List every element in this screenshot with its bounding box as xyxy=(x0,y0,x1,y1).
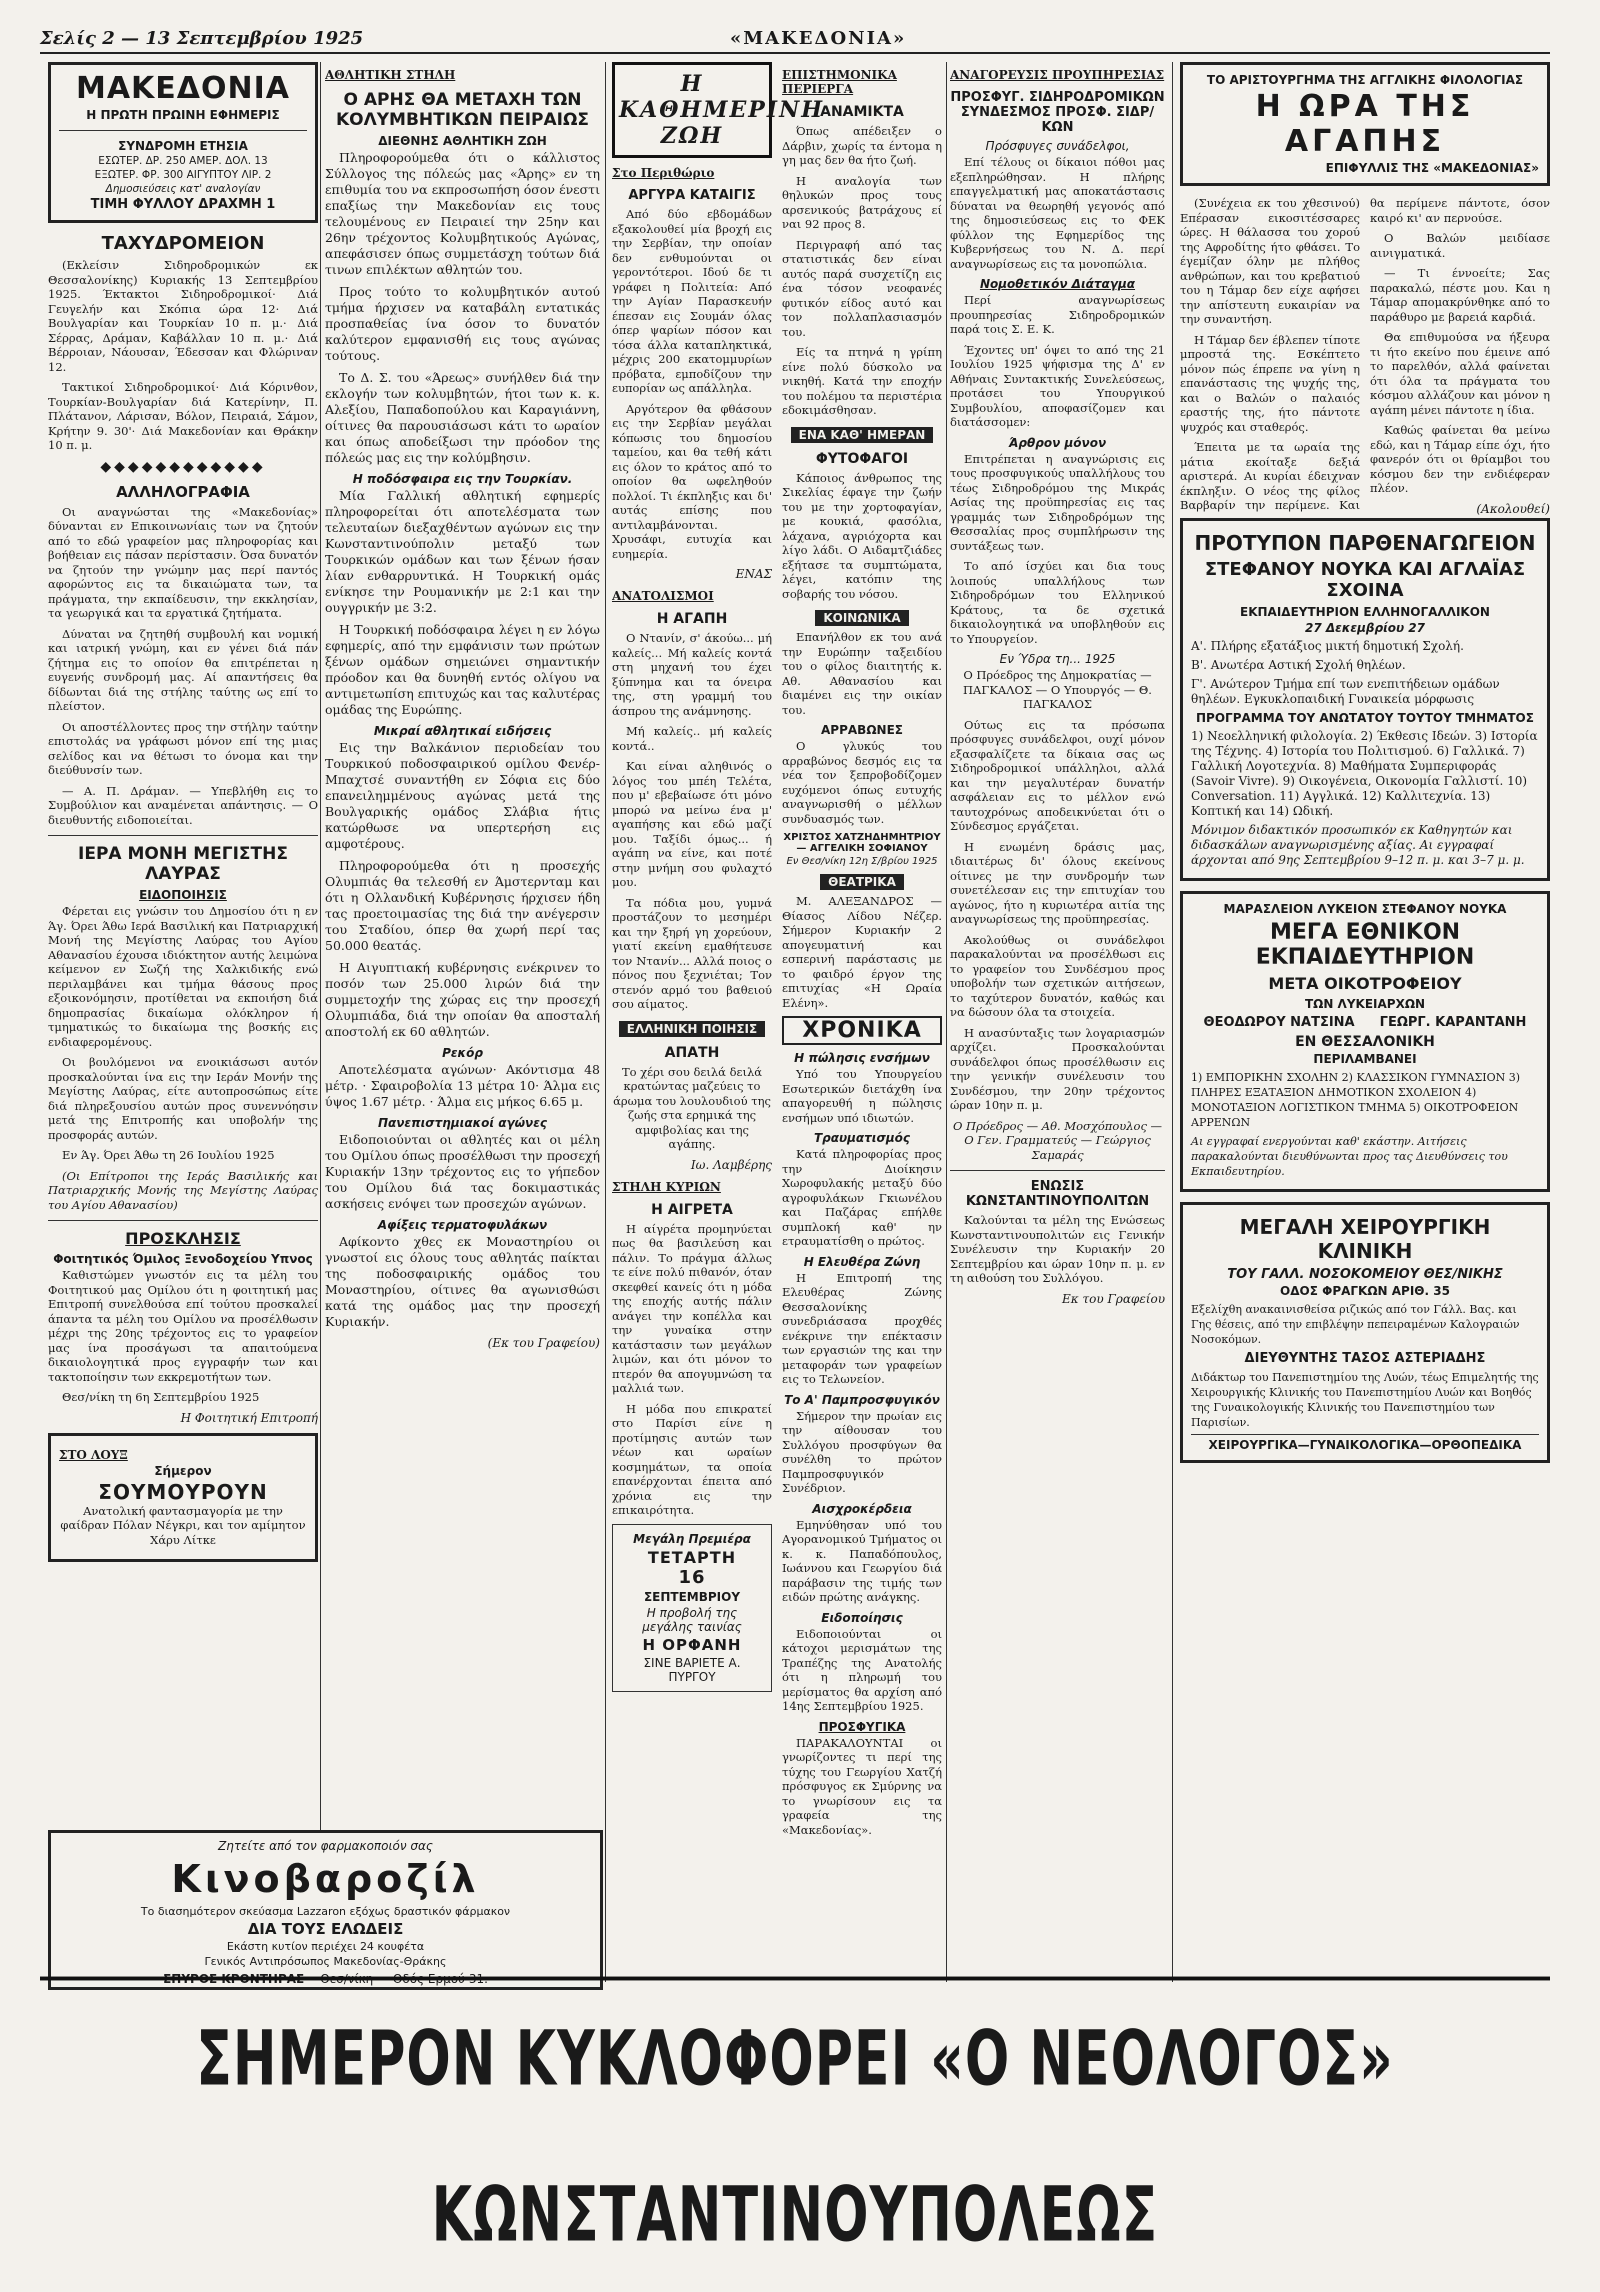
sports-text: Το Δ. Σ. του «Άρεως» συνήλθεν διά την εκλογήν των κολυμβητών, ήτοι των κ. κ. Αλεξίου, Παπαδοπούλου και Καραγιάννη, οίτινες θα παρουσιάσωσι κάτι το ωραίον και όπως αποδείξωσι την πρόοδον της πόλεώς μας εις την κολύμβησιν. xyxy=(325,370,600,465)
sports-subtitle: ΔΙΕΘΝΗΣ ΑΘΛΗΤΙΚΗ ΖΩΗ xyxy=(378,134,547,148)
correspondence-text: Οι αναγνώσται της «Μακεδονίας» δύνανται εν Επικοινωνίαις των να ζητούν από το εδώ γραφείον μας πληροφορίας και βοήθειαν εις πάσαν περίστασιν. Όσα δυνατόν να ζητούν την γνώμην μας περί παντός αφορώντος εις τα δικαιώματα των, τα πράγματα, την εκπαίδευσιν, την εκκλησίαν, τα γεωργικά και τα εργατικά ζητήματα. xyxy=(48,504,318,620)
lux-description: Ανατολική φαντασμαγορία με την φαίδραν Πόλαν Νέγκρι, και τον αμίμητον Χάρυ Λίτκε xyxy=(60,1503,306,1547)
serial-kicker: ΤΟ ΑΡΙΣΤΟΥΡΓΗΜΑ ΤΗΣ ΑΓΓΛΙΚΗΣ ΦΙΛΟΛΟΓΙΑΣ xyxy=(1206,73,1524,87)
article-title: ΑΝΑΜΙΚΤΑ xyxy=(820,104,904,120)
sports-text: Η Τουρκική ποδόσφαιρα λέγει η εν λόγω εφημερίς, από την εμφάνισιν των πρώτων ξένων ομάδων σημειώνει σημαντικήν πρόοδον και θα δυνηθή εντός ολίγου να αντιμετωπίση επιτυχώς και τας καλυτέρας ομάδας της Ευρώπης. xyxy=(325,622,600,717)
kinovarozil-name: Κινοβαροζίλ xyxy=(171,1857,480,1901)
section-kicker: ΑΝΑΤΟΛΙΣΜΟΙ xyxy=(612,589,714,603)
sports-text: Εις την Βαλκάνιον περιοδείαν του Τουρκικού ποδοσφαιρικού ομίλου Φενέρ-Μπαχτσέ συναντήθη εν Σόφια εις δύο επανειλημμένους αγώνας μετά της Βουλγαρικής ομάδος Σλάβια ήτις κατώρθωσε να υπερτερήση εις αμφοτέρους. xyxy=(325,740,600,851)
railway-text: Το από ίσχύει και δια τους λοιπούς υπαλλήλους των Σιδηροδρόμων του Ελληνικού Κράτους, τα δε σχετικά δικαιολογητικά να υποβληθούν εις το Υπουργείον. xyxy=(950,559,1165,646)
lyceum-ad-subtitle: ΜΕΤΑ ΟΙΚΟΤΡΟΦΕΙΟΥ xyxy=(1268,974,1462,993)
section-label: ΕΝΑ ΚΑΘ' ΗΜΕΡΑΝ xyxy=(791,427,934,443)
railway-text: Περί αναγνωρίσεως προυπηρεσίας Σιδηροδρομικών παρά τοις Σ. Ε. Κ. xyxy=(950,293,1165,336)
chronicle-subheading: Ειδοποίησις xyxy=(821,1610,903,1625)
kinovarozil-line: Γενικός Αντιπρόσωπος Μακεδονίας-Θράκης xyxy=(204,1955,447,1968)
article-signature: ΕΝΑΣ xyxy=(735,567,772,581)
lavra-text: Οι βουλόμενοι να ενοικιάσωσι αυτόν προσκαλούνται ίνα εις την Ιεράν Μονήν της Μεγίστης Λαύρας, είτε αυτοπροσώπως είτε διά πληρεξουσίου αυτών προς συνεννόησιν μετά της Επιτροπής και υποβολήν της προσφοράς αυτών. xyxy=(48,1055,318,1142)
railway-title: ΠΡΟΣΦΥΓ. ΣΙΔΗΡΟΔΡΟΜΙΚΩΝ ΣΥΝΔΕΣΜΟΣ ΠΡΟΣΦ. ΣΙΔΡ/ΚΩΝ xyxy=(950,90,1165,135)
column-3 xyxy=(612,62,942,1982)
post-text: Τακτικοί Σιδηροδρομικοί· Διά Κόρινθον, Τουρκίαν-Βουλγαρίαν διά Κατερίνην, Π. Πλάτανον, Λάρισαν, Βόλον, Πειραιά, Σάμον, Κρήτην 9. 30'· Διά Μακεδονίαν και Θράκην 10 π. μ. xyxy=(48,380,318,452)
premiere-film: Η ΟΡΦΑΝΗ xyxy=(642,1635,742,1654)
social-text: Επανήλθον εκ του ανά την Ευρώπην ταξειδίου του ο φίλος διαιτητής κ. Αθ. Αθανασίου και διαμένει εις την οικίαν του. xyxy=(782,630,942,717)
school-ad xyxy=(1180,518,1550,881)
clinic-ad-address: ΟΔΟΣ ΦΡΑΓΚΩΝ ΑΡΙΘ. 35 xyxy=(1280,1284,1450,1298)
article-title: ΑΡΓΥΡΑ ΚΑΤΑΙΓΙΣ xyxy=(628,188,756,203)
railway-text: Η ενωμένη δράσις μας, ιδιαιτέρως δι' όλους εκείνους οίτινες με την συνδρομήν των συνετέλεσαν εις την επιτυχίαν του αγώνος, ήτο η κυριωτέρα αιτία της αναγνωρίσεως της προϋπηρεσίας. xyxy=(950,839,1165,926)
sports-kicker: ΑΘΛΗΤΙΚΗ ΣΤΗΛΗ xyxy=(325,68,456,82)
school-ad-item: Α'. Πλήρης εξατάξιος μικτή δημοτική Σχολή. xyxy=(1191,639,1464,653)
section-label: ΕΛΛΗΝΙΚΗ ΠΟΙΗΣΙΣ xyxy=(619,1021,765,1037)
school-ad-name: ΣΤΕΦΑΝΟΥ ΝΟΥΚΑ ΚΑΙ ΑΓΛΑΪΑΣ ΣΧΟΙΝΑ xyxy=(1204,559,1526,601)
clinic-ad-title: ΜΕΓΑΛΗ ΧΕΙΡΟΥΡΓΙΚΗ ΚΛΙΝΙΚΗ xyxy=(1239,1215,1491,1263)
column-rule xyxy=(1172,62,1173,1982)
subscription-line: ΕΣΩΤΕΡ. ΔΡ. 250 ΑΜΕΡ. ΔΟΛ. 13 xyxy=(98,155,268,167)
refugee-heading: ΠΡΟΣΦΥΓΙΚΑ xyxy=(818,1719,906,1734)
serial-text: — Τι έννοείτε; Σας παρακαλώ, πέστε μου. Και η Τάμαρ απομακρύνθηκε από το παράθυρο με βαρειά καρδιά. xyxy=(1370,266,1550,324)
article-text: Η αναλογία των θηλυκών προς τους αρσενικούς βατράχους εί ναι 92 προς 8. xyxy=(782,173,942,231)
kinovarozil-line: Θεσ/νίκη — Οδός Ερμού 31. xyxy=(320,1972,488,1986)
column-4 xyxy=(950,62,1165,1982)
sports-text: Μία Γαλλική αθλητική εφημερίς πληροφορείται ότι αποτελέσματα των τελευταίων διεξαχθέντων αγώνων εις την Κωνσταντινούπολιν μεταξύ των Τουρκικών ομάδων και των ξένων ήσαν λίαν ενθαρρυντικά. Η Τουρκική ομάς ενίκησε την Ρουμανικήν με 2:1 και την ουγγρικήν με 3:2. xyxy=(325,488,600,615)
clinic-ad-subtitle: ΤΟΥ ΓΑΛΛ. ΝΟΣΟΚΟΜΕΙΟΥ ΘΕΣ/ΝΙΚΗΣ xyxy=(1227,1267,1503,1282)
invite-heading: ΠΡΟΣΚΛΗΣΙΣ xyxy=(125,1229,241,1248)
lyceum-ad-includes: ΠΕΡΙΛΑΜΒΑΝΕΙ xyxy=(1313,1052,1417,1066)
paper-name-line: «ΜΑΚΕΔΟΝΙΑ» xyxy=(730,28,907,49)
sports-text: Πληροφορούμεθα ότι η προσεχής Ολυμπιάς θα τελεσθή εν Άμστερνταμ και ότι η Ολλανδική Κυβέρνησις ήρχισεν ήδη τας προετοιμασίας της διά την ανέγερσιν του Σταδίου, όπερ θα χωρή περί τας 50.000 θεατάς. xyxy=(325,858,600,953)
union-text: Καλούνται τα μέλη της Ενώσεως Κωνσταντινουπολιτών εις Γενικήν Συνέλευσιν την Κυριακήν 20 Σεπτεμβρίου και ώραν 10ην π. μ. εν τη αιθούση του Συλλόγου. xyxy=(950,1213,1165,1285)
lyceum-ad-name: ΘΕΟΔΩΡΟΥ ΝΑΤΣΙΝΑ xyxy=(1203,1015,1355,1030)
section-kicker: ΣΤΗΛΗ ΚΥΡΙΩΝ xyxy=(612,1179,721,1194)
article-text: Κάποιος άνθρωπος της Σικελίας έφαγε την ζωήν του με την χορτοφαγίαν, με κουκιά, φασόλια, λάχανα, αγριόχορτα και λίγο λάδι. Ο Αιδαμτζιάδες εξήτασε τα συμπτώματα, λέγει, κατόπιν της σοβαρής του νόσου. xyxy=(782,470,942,601)
sports-subheading: Πανεπιστημιακοί αγώνες xyxy=(377,1116,548,1130)
sports-text: Ειδοποιούνται οι αθλητές και οι μέλη του Ομίλου όπως προσέλθωσι την προσεχή Κυριακήν 13ην τρέχοντος εις το γήπεδον του Ομίλου διά τας δοκιμαστικάς ασκήσεις ενόψει των προσεχών αγώνων. xyxy=(325,1132,600,1211)
lavra-signature: (Οι Επίτροποι της Ιεράς Βασιλικής και Πατριαρχικής Μονής της Μεγίστης Λαύρας του Αγίου Αθανασίου) xyxy=(48,1168,318,1212)
serial-text: Η Τάμαρ δεν έβλεπεν τίποτε μπροστά της. Εσκέπτετο μόνον πώς έπρεπε να γίνη η επανάστασις της ψυχής της, και ο Βαλών ο παλαιός εραστής της, ήτο πάντοτε ψυχρός και σταθερός. xyxy=(1180,332,1360,434)
railway-text: Ούτως εις τα πρόσωπα πρόσφυγες συνάδελφοι, ουχί μόνον εξασφαλίζετε τα δίκαια σας ως Σιδηροδρομικοί υπάλληλοι, αλλά και την μεγαλυτέραν δυνατήν ασφάλειαν εις το μέλλον ενώ ταυτοχρόνως αποδεικνύεται ότι ο Σύνδεσμος εργάζεται. xyxy=(950,717,1165,833)
invite-text: Καθιστώμεν γνωστόν εις τα μέλη του Φοιτητικού μας Ομίλου ότι η φοιτητική μας Επιτροπή συνελθούσα επί τούτου προσκαλεί άπαντα τα μέλη του Ομίλου να προσέλθωσιν μέχρι της 20ης τρέχοντος εις το γραφείον μας ίνα προσάγωσι τα απαιτούμενα δικαιολογητικά προς εγγραφήν των και τακτοποίησιν των εκκρεμοτήτων των. xyxy=(48,1268,318,1384)
school-ad-item: Γ'. Ανώτερον Τμήμα επί των ενεπιτήδειων ομάδων θηλέων. Εγκυκλοπαιδική Γυναικεία μόρφωσις xyxy=(1191,677,1500,706)
correspondence-note: — Α. Π. Δράμαν. — Υπεβλήθη εις το Συμβούλιον και αναμένεται απάντησις. — Ο διευθυντής ειδοποιείται. xyxy=(48,783,318,827)
lavra-text: Φέρεται εις γνώσιν του Δημοσίου ότι η εν Άγ. Όρει Άθω Ιερά Βασιλική και Πατριαρχική Μονή της Μεγίστης Λαύρας του Αγίου Αθανασίου έχουσα ιδιόκτητον αυτής λειμώνα κείμενον εν Σωζή της Χαλκιδικής ενώ περιλαμβάνει και τμήμα θάσους προς εξοικονόμησιν, προτίθεται να εκποιήση διά δημοπρασίας δικαίωμα ολόκληρον ή τμηματικώς το δικαίωμα της βοσκής εις ενδιαφερομένους. xyxy=(48,904,318,1049)
invite-subheading: Φοιτητικός Όμιλος Ξενοδοχείου Υπνος xyxy=(53,1252,313,1266)
lux-today: Σήμερον xyxy=(154,1463,212,1478)
premiere-cinema: ΣΙΝΕ ΒΑΡΙΕΤΕ Α. ΠΥΡΓΟΥ xyxy=(643,1655,741,1684)
railway-signature: Ο Πρόεδρος — Αθ. Μοσχόπουλος — Ο Γεν. Γραμματεύς — Γεώργιος Σαμαράς xyxy=(952,1118,1163,1162)
column-rule xyxy=(605,62,606,1982)
subscription-title: ΣΥΝΔΡΟΜΗ ΕΤΗΣΙΑ xyxy=(118,139,248,153)
chronicle-text: Σήμερον την πρωίαν εις την αίθουσαν του Συλλόγου προσφύγων θα συνέλθη το πρώτον Παμπροσφυγικόν Συνέδριον. xyxy=(782,1408,942,1495)
invite-signature: Η Φοιτητική Επιτροπή xyxy=(180,1410,318,1425)
article-title: ΦΥΤΟΦΑΓΟΙ xyxy=(815,450,909,467)
article-text: Και είναι αληθινός ο λόγος του μπέη Τελέτα, που μ' εβεβαίωσε ότι μόνο μπορώ να μείνω ένα μ' αγαπήσης και εδώ μαζί μου. Ταξίδι όμως... ή αγάπη να είνε, και ποτέ στην μνήμη σου φυλαχτό μου. xyxy=(612,759,772,889)
serial-box xyxy=(1180,62,1550,186)
lyceum-ad xyxy=(1180,891,1550,1192)
lavra-date: Εν Άγ. Όρει Άθω τη 26 Ιουλίου 1925 xyxy=(62,1148,275,1162)
lyceum-ad-note: Αι εγγραφαί ενεργούνται καθ' εκάστην. Αιτήσεις παρακαλούνται διευθύνωνται προς τας Διευθύνσεις του Εκπαιδευτηρίου. xyxy=(1191,1135,1508,1178)
correspondence-text: Δύναται να ζητηθή συμβουλή και νομική και ιατρική γνώμη, και εν γένει διά πάν ζήτημα εις το οποίον θα επιτρέπεται η ευγενής συνδρομή μας. Αί απαντήσεις θα δίδωνται διά της στήλης ταύτης ως επί το πλείστον. xyxy=(48,626,318,713)
article-text: Όπως απέδειξεν ο Δάρβιν, χωρίς τα έντομα η γη μας δεν θα ήτο ζωή. xyxy=(782,124,942,167)
lyceum-ad-subtitle2: ΤΩΝ ΛΥΚΕΙΑΡΧΩΝ xyxy=(1304,997,1426,1011)
railway-text: Έχοντες υπ' όψει το από της 21 Ιουλίου 1925 ψήφισμα της Δ' εν Αθήναις Συντακτικής Συνελεύσεως, προτάσει του Υπουργικού Συμβουλίου, αποφασίζομεν και διατάσσομεν: xyxy=(950,342,1165,429)
ornament-divider: ◆◆◆◆◆◆◆◆◆◆◆◆ xyxy=(100,458,266,475)
lux-film-title: ΣΟΥΜΟΥΡΟΥΝ xyxy=(98,1479,268,1504)
column-rule xyxy=(946,62,947,1982)
clinic-ad-text: Διδάκτωρ του Πανεπιστημίου της Λυών, τέως Επιμελητής της Χειρουργικής Κλινικής του Πανεπιστημίου Λυών και Βοηθός της Γυναικολογικής Κλινικής του Πανεπιστημίου των Παρισίων. xyxy=(1191,1371,1539,1429)
sports-text: Πληροφορούμεθα ότι ο κάλλιστος Σύλλογος της πόλεώς μας «Άρης» εν τη επιθυμία του να εκπροσωπήση όσον ένεστι επαξίως την Μακεδονίαν εις τους τελουμένους εν Πειραιεί την 25ην και 26ην τρέχοντος Κολυμβητικούς Αγώνας, απεφάσισεν όπως συμμετάσχη τούτων διά τινων επιλέκτων αθλητών του. xyxy=(325,150,600,277)
clinic-ad xyxy=(1180,1202,1550,1463)
lyceum-ad-place: ΕΝ ΘΕΣΣΑΛΟΝΙΚΗ xyxy=(1295,1034,1435,1050)
sports-subheading: Ρεκόρ xyxy=(442,1046,483,1060)
lavra-subheading: ΕΙΔΟΠΟΙΗΣΙΣ xyxy=(139,888,227,902)
section-kicker: ΕΠΙΣΤΗΜΟΝΙΚΑ ΠΕΡΙΕΡΓΑ xyxy=(782,68,897,96)
lyceum-ad-title: ΜΕΓΑ ΕΘΝΙΚΟΝ ΕΚΠΑΙΔΕΥΤΗΡΙΟΝ xyxy=(1255,920,1475,970)
article-title: Η ΑΙΓΡΕΤΑ xyxy=(651,1201,733,1218)
union-signature: Εκ του Γραφείου xyxy=(1062,1291,1165,1306)
masthead-subtitle: Η ΠΡΩΤΗ ΠΡΩΙΝΗ ΕΦΗΜΕΡΙΣ xyxy=(86,108,280,122)
chronicle-text: Ειδοποιούνται οι κάτοχοι μερισμάτων της Τραπέζης της Ανατολής ότι η πληρωμή του μερίσματος θα αρχίση από 14ης Σεπτεμβρίου 1925. xyxy=(782,1626,942,1713)
subscription-line: Δημοσιεύσεις κατ' αναλογίαν xyxy=(105,183,261,195)
article-text: Η αίγρέτα προμηνύεται πως θα βασιλεύση και πάλιν. Το πράγμα άλλως τε είνε πολύ πιθανόν, όταν σκεφθεί κανείς ότι η μόδα της εποχής αυτής πάλιν ανάγει την κοπέλλα και την γυναίκα στην κατάστασιν των μεγάλων λιμών, και ότι μόνον το πτερόν θα απογυμνώση τα μαλλιά των. xyxy=(612,1221,772,1395)
engagement-text: Ο γλυκύς του αρραβώνος δεσμός εις τα νέα τον ξεπροβοδίζομεν ευχόμενοι όπως ευτυχής αναγνωρισθή ο μέλλων συνδυασμός των. xyxy=(782,739,942,826)
poem-text: Το χέρι σου δειλά δειλά κρατώντας μαζεύεις το άρωμα του λουλουδιού της ζωής στα ερημικά της αμφιβολίας και της αγάπης. xyxy=(613,1064,771,1151)
chronicle-subheading: Τραυματισμός xyxy=(813,1131,911,1145)
railway-subheading: Άρθρον μόνον xyxy=(1008,435,1107,450)
sports-text: Αποτελέσματα αγώνων· Ακόντισμα 48 μέτρ. · Σφαιροβολία 13 μέτρα 10· Άλμα εις ύψος 1.67 μέτρ. · Άλμα εις μήκος 6.65 μ. xyxy=(325,1062,600,1109)
premiere-title: Μεγάλη Πρεμιέρα xyxy=(633,1531,751,1546)
engagement-heading: ΑΡΡΑΒΩΝΕΣ xyxy=(821,723,903,737)
section-kicker: ΑΝΑΓΟΡΕΥΣΙΣ ΠΡΟΥΠΗΡΕΣΙΑΣ xyxy=(950,68,1165,82)
article-text: Από δύο εβδομάδων εξακολουθεί μία βροχή εις την Σερβίαν, την οποίαν δεν ενθυμούνται οι γεροντότεροι. Ιδού δε τι γράφει η Πολιτεία: Από την Αγίαν Παρασκευήν έπεσαν εις Σουμάν όλας όπερ ψαρίων πόσον και τόσα άλλα καταπληκτικά, μέχρις 200 εκατομμυρίων πρόβατα, εμποδίζουν την ευπορίαν ως απάλληλα. xyxy=(612,207,772,395)
railway-text: Ακολούθως οι συνάδελφοι παρακαλούνται να προσέλθωσι εις το γραφείον του Συνδέσμου προς υποβολήν των σχετικών αιτήσεων, το ταχύτερον δυνατόν, καθώς και να δώσουν όλα τα στοιχεία. xyxy=(950,932,1165,1019)
article-text: Αργότερον θα φθάσουν εις την Σερβίαν μεγάλαι κόπωσις του δημοσίου ταμείου, και θα τεθή κάτι εις όλον το κράτος από το οποίον θα ωφεληθούν πολλοί. Τι έκπληξις και δι' αυτάς επίσης που αντιλαμβάνονται. Χρυσάφι, ευτυχία και ευημερία. xyxy=(612,401,772,561)
sports-subheading: Η ποδόσφαιρα εις την Τουρκίαν. xyxy=(352,472,573,486)
refugee-text: ΠΑΡΑΚΑΛΟΥΝΤΑΙ οι γνωρίζοντες τι περί της τύχης του Γεωργίου Χατζή πρόσφυγος εκ Σμύρνης να το γνωρίσουν εις τα γραφεία της «Μακεδονίας». xyxy=(782,1735,942,1837)
engagement-names: ΧΡΙΣΤΟΣ ΧΑΤΖΗΔΗΜΗΤΡΙΟΥ — ΑΓΓΕΛΙΚΗ ΣΟΦΙΑΝΟΥ xyxy=(783,832,941,854)
lyceum-ad-list: 1) ΕΜΠΟΡΙΚΗΝ ΣΧΟΛΗΝ 2) ΚΛΑΣΣΙΚΟΝ ΓΥΜΝΑΣΙΟΝ 3) ΠΛΗΡΕΣ ΕΞΑΤΑΞΙΟΝ ΔΗΜΟΤΙΚΟΝ ΣΧΟΛΕΙΟΝ 4) ΜΟΝΟΤΑΞΙΟΝ ΛΟΓΙΣΤΙΚΟΝ ΤΜΗΜΑ 5) ΟΙΚΟΤΡΟΦΕΙΟΝ ΑΡΡΕΝΩΝ xyxy=(1191,1071,1521,1129)
correspondence-heading: ΑΛΛΗΛΟΓΡΑΦΙΑ xyxy=(116,482,250,501)
article-text: Είς τα πτηνά η γρίπη είνε πολύ δύσκολο να νικηθή. Κατά την εποχήν του πολέμου τα περιστέρια εδοκιμάσθησαν. xyxy=(782,345,942,417)
page-date-line: Σελίς 2 — 13 Σεπτεμβρίου 1925 xyxy=(40,28,364,49)
premiere-ad xyxy=(612,1524,772,1692)
column-3-inner xyxy=(612,62,942,1843)
chronicle-text: Εμηνύθησαν υπό του Αγορανομικού Τμήματος οι κ. κ. Παπαδόπουλος, Ιωάννου και Γεωργίου διά παράβασιν της τιμής των ειδών πρώτης ανάγκης. xyxy=(782,1517,942,1604)
chronicle-subheading: Το Α' Παμπροσφυγικόν xyxy=(784,1392,940,1407)
sports-subheading: Μικραί αθλητικαί ειδήσεις xyxy=(373,724,552,738)
premiere-day: ΤΕΤΑΡΤΗ xyxy=(647,1547,737,1567)
chronicle-subheading: Αισχροκέρδεια xyxy=(812,1501,912,1516)
kinovarozil-line: ΣΠΥΡΟΣ ΚΡΟΝΤΗΡΑΣ xyxy=(163,1972,305,1986)
chronicle-text: Κατά πληροφορίας προς την Διοίκησιν Χωροφυλακής μεταξύ δύο αγροφυλάκων Γκιωνέλου και Παζάρας επήλθε συμπλοκή καθ' ην ετραυματίσθη ο πρώτος. xyxy=(782,1147,942,1248)
sports-subheading: Αφίξεις τερματοφυλάκων xyxy=(377,1218,548,1232)
serial-text: Καθώς φαίνεται θα μείνω εδώ, και η Τάμαρ είπε όχι, ήτο φανερόν ότι οι θρίαμβοι του κόσμου δεν την ενδιέφεραν πλέον. xyxy=(1370,423,1550,495)
engagement-date: Εν Θεσ/νίκη 12η Σ/βρίου 1925 xyxy=(786,856,938,867)
column-1 xyxy=(48,62,318,1982)
poem-title: ΑΠΑΤΗ xyxy=(664,1044,720,1061)
column-rule xyxy=(320,62,321,1982)
sports-text: Αφίκοντο χθες εκ Μοναστηρίου οι γνωστοί εις όλους τους αθλητάς παίκται της ποδοσφαιρικής ομάδος του Μοναστηρίου, οίτινες θα αγωνισθώσι κατά της ομάδος μας την προσεχή Κυριακήν. xyxy=(325,1234,600,1329)
premiere-month: ΣΕΠΤΕΜΒΡΙΟΥ xyxy=(643,1589,741,1604)
section-kicker: Στο Περιθώριο xyxy=(612,166,715,180)
school-ad-program: 1) Νεοελληνική φιλολογία. 2) Έκθεσις Ιδεών. 3) Ιστορία της Τέχνης. 4) Ιστορία του Πολιτισμού. 6) Γαλλικά. 7) Γαλλική Λογοτεχνία. 8) Μαθήματα Συμπεριφοράς (Savoir Vivre). 9) Οικογένεια, Οικονομία Γαλλιστί. 10) Conversation. 11) Αγγλικά. 12) Καλλιτεχνία. 13) Κοπτική και 14) Ωδική. xyxy=(1191,729,1538,818)
railway-date: Εν Ύδρα τη... 1925 xyxy=(999,652,1116,666)
price-line: ΤΙΜΗ ΦΥΛΛΟΥ ΔΡΑΧΜΗ 1 xyxy=(90,197,276,212)
chronicle-title: ΧΡΟΝΙΚΑ xyxy=(782,1016,942,1045)
chronicle-subheading: Η πώλησις ενσήμων xyxy=(794,1051,930,1065)
masthead-title: ΜΑΚΕΔΟΝΙΑ xyxy=(75,71,291,106)
clinic-ad-director: ΔΙΕΥΘΥΝΤΗΣ ΤΑΣΟΣ ΑΣΤΕΡΙΑΔΗΣ xyxy=(1244,1351,1486,1366)
article-text: Ο Ντανίν, σ' άκούω... μή καλείς... Μή καλείς κοντά στη μηχανή του έχει ξύπνημα και τα όνειρα της, στη γραμμή του άσπρου της ανάμνησης. xyxy=(612,631,772,718)
serial-title: Η ΩΡΑ ΤΗΣ ΑΓΑΠΗΣ xyxy=(1255,89,1475,159)
school-ad-subtitle: ΕΚΠΑΙΔΕΥΤΗΡΙΟΝ ΕΛΛΗΝΟΓΑΛΛΙΚΟΝ xyxy=(1240,605,1490,619)
poem-signature: Ιω. Λαμβέρης xyxy=(690,1157,772,1172)
premiere-text: Η προβολή της μεγάλης ταινίας xyxy=(642,1605,742,1634)
theatre-text: Μ. ΑΛΕΞΑΝΔΡΟΣ — Θίασος Λίδου Νέζερ. Σήμερον Κυριακήν 2 απογευματινή και εσπερινή παράστασις με το φαιδρό έργον της επιτυχίας «Η Ωραία Ελένη». xyxy=(782,894,942,1010)
clinic-ad-text: Εξελίχθη ανακαινισθείσα ριζικώς από τον Γάλλ. Βας. και Γης θέσεις, από την επιβλέψην πεπειραμένων Καλογραιών Νοσοκόμων. xyxy=(1191,1303,1520,1346)
article-text: Η μόδα που επικρατεί στο Παρίσι είνε η προτίμησις αυτών των νέων και ωραίων κοσμημάτων, τα οποία επανέρχονται έπειτα από χρόνια εις την επικαιρότητα. xyxy=(612,1401,772,1517)
article-text: Τα πόδια μου, γυμνά προστάζουν το μεσημέρι και την ξηρή γη χορεύουν, γιατί εκείνη εμαθήτευσε τον Ντανίν... Αλλά ποιος ο πόνος που ξεχνιέται; Τον στενόν αρμό του βαθειού σου αίματος. xyxy=(612,895,772,1011)
kinovarozil-ad xyxy=(48,1830,603,1990)
railway-signature: Ο Πρόεδρος της Δημοκρατίας — ΠΑΓΚΑΛΟΣ — Ο Υπουργός — Θ. ΠΑΓΚΑΛΟΣ xyxy=(963,668,1152,711)
chronicle-text: Υπό του Υπουργείου Εσωτερικών διετάχθη ίνα απαγορευθή η πώλησις ενσήμων υπό ιδιωτών. xyxy=(782,1067,942,1125)
kinovarozil-line: Εκάστη κυτίον περιέχει 24 κουφέτα xyxy=(226,1940,425,1953)
lux-cinema-ad xyxy=(48,1433,318,1563)
school-ad-note: Μόνιμον διδακτικόν προσωπικόν εκ Καθηγητών και διδασκάλων αναγνωρισμένης αξίας. Αι εγγραφαί άρχονται από 9ης Σεπτεμβρίου 9–12 π. μ. και 3–7 μ. μ. xyxy=(1191,823,1525,867)
article-text: Μή καλείς.. μή καλείς κοντά.. xyxy=(612,724,772,753)
page-header xyxy=(40,28,1550,54)
school-ad-item: Β'. Ανωτέρα Αστική Σχολή θηλέων. xyxy=(1191,658,1406,672)
school-ad-title: ΠΡΟΤΥΠΟΝ ΠΑΡΘΕΝΑΓΩΓΕΙΟΝ xyxy=(1194,531,1536,555)
lyceum-ad-top: ΜΑΡΑΣΛΕΙΟΝ ΛΥΚΕΙΟΝ ΣΤΕΦΑΝΟΥ ΝΟΥΚΑ xyxy=(1223,902,1507,916)
serial-text: Έπειτα με τα ωραία της μάτια εκοίταξε δεξιά αριστερά. Αι κυρίαι έδειχναν έκπληξιν. Ο νέος της φίλος Βαρβαρίν την περίμενε. Και θα περίμενε πάντοτε, όσον καιρό κι' αν περνούσε. xyxy=(1180,196,1550,512)
correspondence-text: Οι αποστέλλοντες προς την στήλην ταύτην επιστολάς να γράφωσι μόνον επί της μιας σελίδος και να θέτωσι το όνομα και την διεύθυνσίν των. xyxy=(48,719,318,777)
serial-continues: (Ακολουθεί) xyxy=(1476,501,1550,516)
chronicle-subheading: Η Ελευθέρα Ζώνη xyxy=(803,1254,921,1269)
misc-section xyxy=(782,62,942,1843)
school-ad-address: 27 Δεκεμβρίου 27 xyxy=(1305,621,1425,635)
serial-body xyxy=(1180,196,1550,518)
clinic-ad-footer: ΧΕΙΡΟΥΡΓΙΚΑ—ΓΥΝΑΙΚΟΛΟΓΙΚΑ—ΟΡΘΟΠΕΔΙΚΑ xyxy=(1191,1434,1539,1452)
railway-greeting: Πρόσφυγες συνάδελφοι, xyxy=(985,139,1130,153)
kinovarozil-pre: Ζητείτε από τον φαρμακοποιόν σας xyxy=(218,1839,433,1853)
daily-life-section xyxy=(612,62,824,1843)
post-heading: ΤΑΧΥΔΡΟΜΕΙΟΝ xyxy=(101,233,265,254)
union-heading: ΕΝΩΣΙΣ ΚΩΝΣΤΑΝΤΙΝΟΥΠΟΛΙΤΩΝ xyxy=(965,1179,1150,1209)
lux-kicker: ΣΤΟ ΛΟΥΞ xyxy=(59,1447,128,1462)
article-title: Η ΑΓΑΠΗ xyxy=(656,611,728,627)
chronicle-text: Η Επιτροπή της Ελευθέρας Ζώνης Θεσσαλονίκης συνεδριάσασα προχθές ενέκρινε την επέκτασιν των εργασιών της και την μεταφοράν των γραφείων εις το Τελωνείον. xyxy=(782,1270,942,1386)
section-label: ΚΟΙΝΩΝΙΚΑ xyxy=(815,610,908,626)
sports-signature: (Εκ του Γραφείου) xyxy=(487,1336,600,1350)
serial-text: (Συνέχεια εκ του χθεσινού) Επέρασαν εικοσιτέσσαρες ώρες. Η θάλασσα του χορού της Αφροδίτης ήτο φθάσει. Το έγεμίζαν όλην με πλήθος ανθρώπων, και του κρεβατιού του η Τάμαρ δεν είχε αφήσει την απίστευτη ευκαιρίαν να την συναντήση. xyxy=(1180,196,1360,326)
lyceum-ad-name: ΓΕΩΡΓ. ΚΑΡΑΝΤΑΝΗ xyxy=(1379,1015,1527,1030)
serial-subtitle: ΕΠΙΦΥΛΛΙΣ ΤΗΣ «ΜΑΚΕΔΟΝΙΑΣ» xyxy=(1325,161,1539,175)
serial-text: Θα επιθυμούσα να ήξευρα τι ήτο εκείνο που έμεινε από το παρελθόν, αλλά φαίνεται ότι όλα τα πράγματα του κόσμου αλλάζουν και μόνον η αγάπη μένει πάντοτε η ίδια. xyxy=(1370,330,1550,417)
premiere-date: 16 xyxy=(678,1566,706,1588)
railway-subheading: Νομοθετικόν Διάταγμα xyxy=(979,277,1136,291)
school-ad-program-title: ΠΡΟΓΡΑΜΜΑ ΤΟΥ ΑΝΩΤΑΤΟΥ ΤΟΥΤΟΥ ΤΜΗΜΑΤΟΣ xyxy=(1196,711,1534,725)
section-label: ΘΕΑΤΡΙΚΑ xyxy=(820,874,904,890)
sports-text: Η Αιγυπτιακή κυβέρνησις ενέκρινεν το ποσόν των 25.000 λιρών διά την συμμετοχήν της χώρας εις την προσεχή Ολυμπιάδα, διά την οποίαν θα αποσταλή αποστολή εκ 60 αθλητών. xyxy=(325,960,600,1039)
railway-text: Η ανασύνταξις των λογαριασμών αρχίζει. Προσκαλούνται συνάδελφοι όπως προσέλθωσιν εις την γενικήν συνέλευσιν του Συνδέσμου, την 20ην τρέχοντος ώραν 10ην π. μ. xyxy=(950,1025,1165,1112)
lavra-heading: ΙΕΡΑ ΜΟΝΗ ΜΕΓΙΣΤΗΣ ΛΑΥΡΑΣ xyxy=(78,844,288,884)
kinovarozil-line: Το διασημότερον σκεύασμα Lazzaron εξόχως δραστικόν φάρμακον xyxy=(140,1905,511,1918)
bottom-banner: ΣΗΜΕΡΟΝ ΚΥΚΛΟΦΟΡΕΙ «Ο ΝΕΟΛΟΓΟΣ» ΚΩΝΣΤΑΝΤΙΝΟΥΠΟΛΕΩΣ xyxy=(40,1977,1550,2137)
sports-text: Προς τούτο το κολυμβητικόν αυτού τμήμα ήρχισεν να καταβάλη εντατικάς προσπαθείας ίνα όσον το δυνατόν καλύτερον εμφανισθή εις τους αγώνας τούτους. xyxy=(325,284,600,363)
daily-life-title: Η ΚΑΘΗΜΕΡΙΝΗ ΖΩΗ xyxy=(612,62,772,158)
column-5 xyxy=(1180,62,1550,1982)
subscription-line: ΕΞΩΤΕΡ. ΦΡ. 300 ΑΙΓΥΠΤΟΥ ΛΙΡ. 2 xyxy=(94,169,272,181)
article-text: Περιγραφή από τας στατιστικάς δεν είναι αυτός παρά συσχετίζη εις ένα τόσον νεοφανές φυτικόν είδος αυτό και τον πολλαπλασιασμόν του. xyxy=(782,237,942,339)
sports-title: Ο ΑΡΗΣ ΘΑ ΜΕΤΑΧΗ ΤΩΝ ΚΟΛΥΜΒΗΤΙΚΩΝ ΠΕΙΡΑΙΩΣ xyxy=(335,90,590,130)
railway-text: Επιτρέπεται η αναγνώρισις εις τους προσφυγικούς υπαλλήλους του τέως Σιδηροδρόμου της Μικράς Ασίας της προϋπηρεσίας εις τας γραμμάς των Σιδηροδρόμων της Θεσσαλίας προς συμπλήρωσιν της συντάξεως των. xyxy=(950,451,1165,553)
kinovarozil-line: ΔΙΑ ΤΟΥΣ ΕΛΩΔΕΙΣ xyxy=(247,1920,404,1938)
post-text: (Εκλείσιν Σιδηροδρομικών εκ Θεσσαλονίκης) Κυριακής 13 Σεπτεμβρίου 1925. Έκτακτοι Σιδηροδρομικοί· Διά Γευγελήν και Σκόπια ώρα 12· Διά Βουλγαρίαν και Τουρκίαν 10 π. μ.· Διά Σέρρας, Δράμαν, Καβάλλαν 10 π. μ.· Διά Βέρροιαν, Νάουσαν, Έδεσσαν και Φλώριναν 12. xyxy=(48,258,318,374)
invite-date: Θεσ/νίκη τη 6η Σεπτεμβρίου 1925 xyxy=(62,1390,260,1404)
railway-text: Επί τέλους οι δίκαιοι πόθοι μας εξεπληρώθησαν. Η πλήρης επαγγελματική μας αποκατάστασις δύναται να θεωρηθή γεγονός από της δημοσιεύσεως εις το ΦΕΚ φύλλον της Εφημερίδος της Κυβερνήσεως του Ν. Δ. περί αναγνωρίσεως εις τα μονοπώλια. xyxy=(950,155,1165,271)
serial-text: Ο Βαλών μειδίασε αινιγματικά. xyxy=(1370,231,1550,260)
lyceum-ad-names xyxy=(1191,1013,1539,1032)
masthead-box xyxy=(48,62,318,223)
column-2 xyxy=(325,62,600,1982)
